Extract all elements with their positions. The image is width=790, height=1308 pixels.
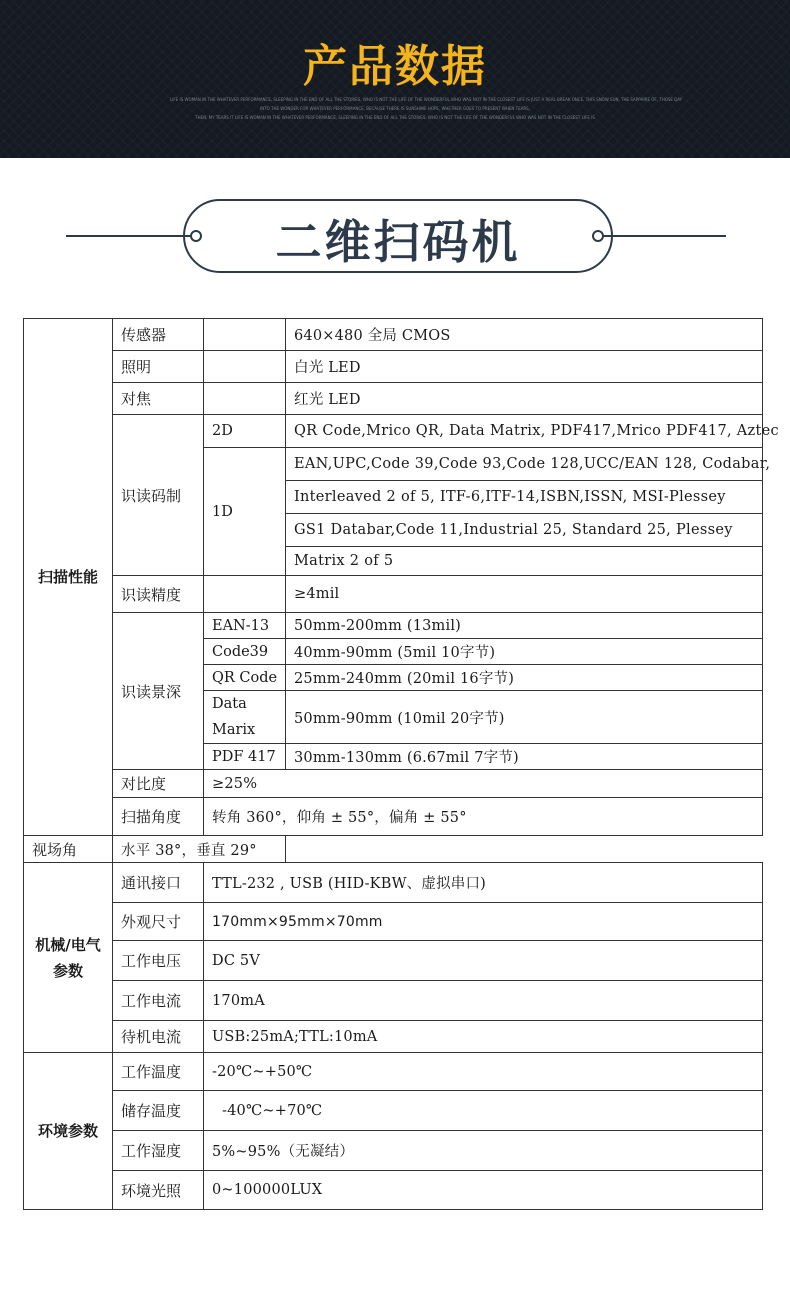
spec-value: 红光 LED <box>286 383 763 415</box>
spec-value: 40mm-90mm (5mil 10字节) <box>286 639 763 665</box>
table-row <box>24 798 763 836</box>
spec-name: 工作电流 <box>113 981 204 1021</box>
spec-sub: Data Marix <box>204 691 286 744</box>
table-row <box>24 1131 763 1171</box>
spec-sub: 2D <box>204 415 286 448</box>
spec-name: 视场角 <box>24 836 113 863</box>
spec-sub-empty <box>204 383 286 415</box>
spec-value: 转角 360°，仰角 ± 55°，偏角 ± 55° <box>204 798 763 836</box>
spec-name: 扫描角度 <box>113 798 204 836</box>
spec-name: 对焦 <box>113 383 204 415</box>
spec-name: 识读精度 <box>113 576 204 613</box>
spec-value: GS1 Databar,Code 11,Industrial 25, Standard 25, Plessey <box>286 514 763 547</box>
spec-name: 通讯接口 <box>113 863 204 903</box>
spec-value: 25mm-240mm (20mil 16字节) <box>286 665 763 691</box>
spec-value: 50mm-90mm (10mil 20字节) <box>286 691 763 744</box>
top-banner <box>0 0 790 158</box>
spec-sub: PDF 417 <box>204 744 286 770</box>
section-title: 二维扫码机 <box>275 215 521 269</box>
banner-title: 产品数据 <box>303 41 487 92</box>
spec-sub: 1D <box>204 448 286 576</box>
spec-value: 5%~95%（无凝结） <box>204 1131 763 1171</box>
spec-value: TTL-232 , USB (HID-KBW、虚拟串口) <box>204 863 763 903</box>
category-mech: 机械/电气参数 <box>24 863 113 1053</box>
table-row <box>24 863 763 903</box>
table-row <box>24 1021 763 1053</box>
spec-name: 工作温度 <box>113 1053 204 1091</box>
spec-value: QR Code,Mrico QR, Data Matrix, PDF417,Mrico PDF417, Aztec <box>286 415 763 448</box>
spec-value: 170mm×95mm×70mm <box>204 903 763 941</box>
spec-name: 储存温度 <box>113 1091 204 1131</box>
table-row <box>24 613 763 639</box>
spec-value: Interleaved 2 of 5, ITF-6,ITF-14,ISBN,ISSN, MSI-Plessey <box>286 481 763 514</box>
spec-sub-empty <box>204 576 286 613</box>
spec-value: -40℃~+70℃ <box>204 1091 763 1131</box>
spec-value: 170mA <box>204 981 763 1021</box>
category-scan: 扫描性能 <box>24 319 113 836</box>
spec-name: 工作电压 <box>113 941 204 981</box>
table-row <box>24 1053 763 1091</box>
spec-value: 50mm-200mm (13mil) <box>286 613 763 639</box>
spec-name: 照明 <box>113 351 204 383</box>
table-row <box>24 981 763 1021</box>
spec-name: 识读景深 <box>113 613 204 770</box>
header-line-right <box>602 235 726 237</box>
spec-value: ≥4mil <box>286 576 763 613</box>
spec-sub: QR Code <box>204 665 286 691</box>
table-row <box>24 836 763 863</box>
spec-value: 水平 38°，垂直 29° <box>113 836 286 863</box>
spec-value: EAN,UPC,Code 39,Code 93,Code 128,UCC/EAN 128, Codabar, <box>286 448 763 481</box>
spec-sub: EAN-13 <box>204 613 286 639</box>
header-line-left <box>66 235 194 237</box>
spec-name: 待机电流 <box>113 1021 204 1053</box>
spec-value: 白光 LED <box>286 351 763 383</box>
table-row <box>24 415 763 448</box>
spec-name: 识读码制 <box>113 415 204 576</box>
table-row <box>24 319 763 351</box>
spec-value: USB:25mA;TTL:10mA <box>204 1021 763 1053</box>
spec-value: DC 5V <box>204 941 763 981</box>
spec-name: 环境光照 <box>113 1171 204 1210</box>
spec-table <box>23 318 779 1210</box>
spec-value: ≥25% <box>204 770 763 798</box>
spec-value: 0~100000LUX <box>204 1171 763 1210</box>
banner-subtext-line: INTO THE WONDER FOR WHATEVER PERFORMANCE, BECAUSE THERE IS SUNSHINE HOPE, WHETHER GOES TO PRESENT WHEN TEARS, <box>260 106 530 111</box>
table-row <box>24 383 763 415</box>
table-row <box>24 770 763 798</box>
spec-value: Matrix 2 of 5 <box>286 547 763 576</box>
spec-name: 传感器 <box>113 319 204 351</box>
spec-name: 工作湿度 <box>113 1131 204 1171</box>
banner-subtext-line: LIFE IS WOMAN IN THE WHATEVER PERFORMANCE, SLEEPING IN THE END OF ALL THE STORIES, WHO IS NOT THE LIFE OF THE WONDERFUL WHO WAS NOT IN THE CLOSEST LIFE IS JUST A REAL BREAK ONCE, THIS SNOW SUN, THE SAPPHIRE OF, THOSE DAY <box>170 97 683 102</box>
spec-value: 30mm-130mm (6.67mil 7字节) <box>286 744 763 770</box>
table-row <box>24 1091 763 1131</box>
spec-value: -20℃~+50℃ <box>204 1053 763 1091</box>
table-row <box>24 941 763 981</box>
spec-value: 640×480 全局 CMOS <box>286 319 763 351</box>
spec-sub-empty <box>204 319 286 351</box>
table-row <box>24 576 763 613</box>
spec-name: 对比度 <box>113 770 204 798</box>
category-env: 环境参数 <box>24 1053 113 1210</box>
table-row <box>24 351 763 383</box>
spec-sub: Code39 <box>204 639 286 665</box>
spec-sub-empty <box>204 351 286 383</box>
spec-name: 外观尺寸 <box>113 903 204 941</box>
table-row <box>24 903 763 941</box>
banner-subtext-line: THEN, MY TEARS IT LIFE IS WOMAN IN THE WHATEVER PERFORMANCE, SLEEPING IN THE END OF ALL THE STORIES, WHO IS NOT THE LIFE OF THE WONDERFUL WHO WAS NOT IN THE CLOSEST LIFE IS <box>195 115 595 120</box>
table-row <box>24 1171 763 1210</box>
